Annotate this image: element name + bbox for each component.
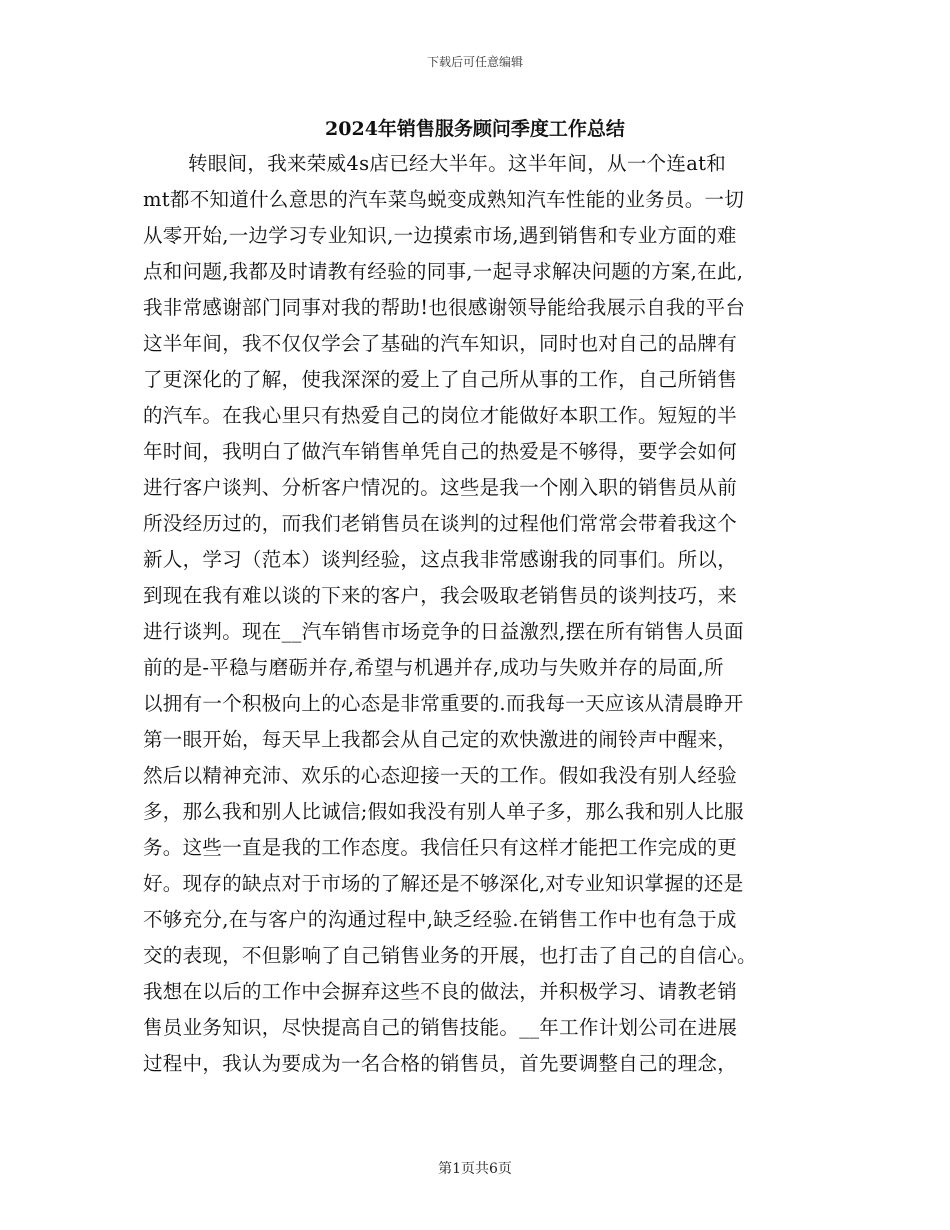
body-line: mt都不知道什么意思的汽车菜鸟蜕变成熟知汽车性能的业务员。一切 [143, 188, 745, 211]
body-line: 好。现存的缺点对于市场的了解还是不够深化,对专业知识掌握的还是 [143, 872, 744, 895]
body-line: 进行谈判。现在__汽车销售市场竞争的日益激烈,摆在所有销售人员面 [143, 620, 744, 643]
body-line: 进行客户谈判、分析客户情况的。这些是我一个刚入职的销售员从前 [143, 476, 738, 499]
body-line: 售员业务知识，尽快提高自己的销售技能。__年工作计划公司在进展 [143, 1016, 738, 1039]
body-line: 我非常感谢部门同事对我的帮助!也很感谢领导能给我展示自我的平台 [143, 296, 746, 319]
body-line: 的汽车。在我心里只有热爱自己的岗位才能做好本职工作。短短的半 [143, 404, 738, 427]
body-line: 交的表现，不但影响了自己销售业务的开展，也打击了自己的自信心。 [143, 944, 757, 967]
body-line: 点和问题,我都及时请教有经验的同事,一起寻求解决问题的方案,在此, [143, 260, 744, 283]
body-line: 多，那么我和别人比诚信;假如我没有别人单子多，那么我和别人比服 [143, 800, 744, 823]
document-title: 2024年销售服务顾问季度工作总结 [325, 118, 625, 140]
body-line: 转眼间，我来荣威4s店已经大半年。这半年间，从一个连at和 [188, 152, 727, 175]
page-number: 第1页共6页 [438, 1161, 512, 1177]
body-line: 到现在我有难以谈的下来的客户，我会吸取老销售员的谈判技巧，来 [143, 584, 738, 607]
body-line: 以拥有一个积极向上的心态是非常重要的.而我每一天应该从清晨睁开 [143, 692, 744, 715]
body-line: 务。这些一直是我的工作态度。我信任只有这样才能把工作完成的更 [143, 836, 738, 859]
page-header-note: 下载后可任意编辑 [426, 55, 523, 69]
body-line: 然后以精神充沛、欢乐的心态迎接一天的工作。假如我没有别人经验 [143, 764, 738, 787]
body-line: 过程中，我认为要成为一名合格的销售员，首先要调整自己的理念， [143, 1052, 738, 1075]
body-line: 前的是-平稳与磨砺并存,希望与机遇并存,成功与失败并存的局面,所 [143, 656, 724, 679]
body-line: 年时间，我明白了做汽车销售单凭自己的热爱是不够得，要学会如何 [143, 440, 738, 463]
body-line: 了更深化的了解，使我深深的爱上了自己所从事的工作，自己所销售 [143, 368, 738, 391]
body-line: 所没经历过的，而我们老销售员在谈判的过程他们常常会带着我这个 [143, 512, 738, 535]
body-line: 这半年间，我不仅仅学会了基础的汽车知识，同时也对自己的品牌有 [143, 332, 738, 355]
body-line: 第一眼开始，每天早上我都会从自己定的欢快激进的闹铃声中醒来， [143, 728, 738, 751]
body-line: 我想在以后的工作中会摒弃这些不良的做法，并积极学习、请教老销 [143, 980, 738, 1003]
body-line: 从零开始,一边学习专业知识,一边摸索市场,遇到销售和专业方面的难 [143, 224, 737, 247]
body-line: 新人，学习（范本）谈判经验，这点我非常感谢我的同事们。所以， [143, 548, 738, 571]
body-line: 不够充分,在与客户的沟通过程中,缺乏经验.在销售工作中也有急于成 [143, 908, 737, 931]
